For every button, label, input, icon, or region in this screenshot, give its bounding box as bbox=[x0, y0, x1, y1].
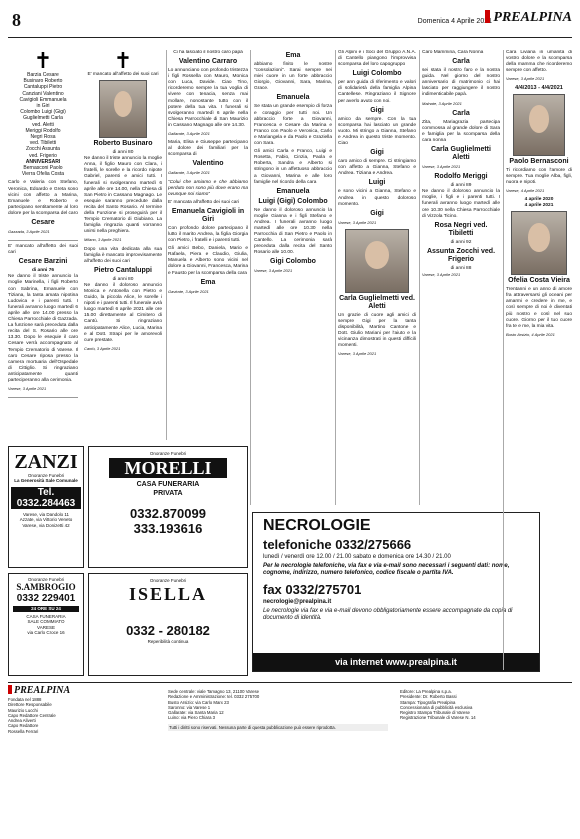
deceased-name: Gigi bbox=[370, 149, 384, 157]
list-line: Editore: La Prealpina s.p.a. bbox=[400, 689, 452, 694]
list-line: Andrea Aliverti bbox=[8, 718, 36, 724]
list-line: SALE COMMIATO bbox=[27, 619, 65, 625]
footer-left bbox=[8, 683, 158, 734]
list-line: Fondata nel 1888 bbox=[8, 697, 42, 702]
ad-phone: 0332 229401 bbox=[16, 593, 76, 605]
sambrogio-ad bbox=[8, 573, 84, 676]
list-line: Rossella Ferrari bbox=[8, 728, 39, 734]
deceased-photo bbox=[511, 211, 567, 275]
notice bbox=[8, 244, 78, 398]
deceased-name: Rosa Negri ved. Tibiletti bbox=[434, 221, 488, 237]
deceased-name: Ema bbox=[285, 52, 301, 59]
cross-icon: ✝ bbox=[113, 50, 133, 73]
list-line: Maurizio Lucchi bbox=[8, 707, 38, 713]
notice-signature: Cantù, 3 Aprile 2021 bbox=[84, 345, 121, 351]
notice-intro: E' mancata all'affetto dei suoi cari bbox=[168, 199, 240, 205]
deceased-photo bbox=[345, 229, 409, 293]
deceased-name: Luigi bbox=[368, 179, 386, 187]
list-line: Sede centrale: viale Tamagno 13, 21100 Varese bbox=[168, 689, 260, 694]
notice-text: Gli amici Bebo, Daniela, Mario e Rafaela, Piera e Claudio, Giulia, Manuela e Alberto sono vicini nel dolore a Giovanni, Francesca, Marina e Fausto per la scomparsa della cara bbox=[168, 246, 248, 276]
ad-phone: 333.193616 bbox=[133, 521, 203, 537]
deceased-name: Cesare bbox=[31, 219, 55, 227]
notice-text: per ann guida di riferimento e valori di solidarietà della famiglia Alpina Cantellese. Ringraziano il Signore per averlo avuto con noi. bbox=[338, 80, 416, 104]
list-line: Saronno: via Varese 1 bbox=[168, 704, 211, 710]
notice-intro: Ci ha lasciato il nostro caro papà bbox=[173, 50, 243, 55]
quote-text: “Colui che amiamo e che abbiamo perduto non sono più dove erano ma ovunque noi siamo” bbox=[168, 179, 248, 197]
deceased-name: Carla Guglielmetti Aletti bbox=[431, 146, 491, 162]
deceased-name: Gigi bbox=[370, 209, 384, 217]
notice bbox=[8, 180, 78, 241]
notice-text: caro amico di sempre. Ci stringiamo con affetto a Gianna, Stefano e Andrea. Tiziana e Andrea. bbox=[338, 159, 416, 177]
deceased-name: Emanuela bbox=[276, 187, 310, 195]
notice-text: Un grazie di cuore agli amici di sempre Gigi per la tanta disponibilità, Martino Cantone e Dott. Giulio Mariani per l'aiuto e la vicinanza dimostrati in questi difficili momenti. bbox=[338, 312, 416, 349]
deceased-age: di anni 92 bbox=[450, 239, 472, 245]
deceased-name: Cesare Barzini bbox=[18, 258, 68, 266]
necro-note: Le necrologie via fax e via e-mail devono obbligatoriamente essere accompagnate da copia di documento di identità. bbox=[263, 607, 513, 622]
notice-signature: Busto Arsizio, 4 Aprile 2021 bbox=[506, 331, 555, 337]
list-line: Presidente: Dr. Roberto Bassi bbox=[400, 694, 457, 700]
notice-text: Ne danno il triste annuncio la moglie Anna, il figlio Mauro con Clara, i fratelli, le sorelle e la ricordo nipote Gabriel, parenti e amici tutti. I funerali si svolgeranno martedì 6 aprile alle ore 14.00, nella Chiesa di San Pietro in Cassano Magnago. Le esequie saranno precedute dalla recita del Santo Rosario. Al termine della Funzione si proseguirà per il Tempio Crematorio di Giubiano. La famiglia ringrazia quanti vorranno unirsi nella preghiera. bbox=[84, 156, 162, 235]
column-3 bbox=[168, 50, 248, 510]
page-number: 8 bbox=[12, 10, 21, 30]
deceased-name: Gigi bbox=[370, 106, 384, 114]
list-line: via Carlo Croce 16 bbox=[27, 630, 65, 636]
notice-text: Gli amici Carla e Franco, Luigi e Rosetta, Fabio, Cinzia, Paola e Roberta, Sandra e Alberto si stringono in un affettuoso abbraccio a Giovanni, Marina e alle loro famiglie nel ricordo della cara bbox=[254, 149, 332, 185]
zanzi-ad bbox=[8, 446, 84, 568]
column-divider bbox=[419, 50, 420, 505]
list-line: Colombo Luigi (Gigi) bbox=[20, 109, 66, 116]
ad-tagline: La Generosità Sale Comunale bbox=[14, 478, 78, 484]
notice-signature: Varese, 3 Aprile 2021 bbox=[8, 386, 47, 392]
ad-tagline: PRIVATA bbox=[153, 490, 183, 498]
anniversary-date: 4 aprile 2020 bbox=[524, 196, 554, 202]
column-4 bbox=[254, 50, 332, 505]
notice-text: Ne danno il triste annuncio la moglie Marinella, i figli Roberto con Sabrina, Emanuele con Tiziana, la tanta amata nipotina Ludovica e i parenti tutti. I funerali avranno luogo martedì 6 aprile alle ore 14.00 presso la Chiesa Parrocchiale di Gazzada. La funzione sarà preceduta dalla recita del S. Rosario alle ore 13.30. Dopo le esequie il caro Cesare verrà accompagnato al Tempio Crematorio di Varese. Il caro Cesare riposa presso la camera mortuaria dell'Ospedale di Cittiglio. Si ringraziano anticipatamente quanti parteciperanno alla cerimonia. bbox=[8, 274, 78, 383]
deceased-name: Gigi Colombo bbox=[270, 258, 316, 266]
notice-text: Maria, Elisa e Giuseppe partecipano al dolore dei familiari per la scomparsa di bbox=[168, 140, 248, 158]
notice-signature: Varese, 3 Aprile 2021 bbox=[338, 351, 377, 357]
notice-intro: E' mancato all'affetto dei suoi cari bbox=[8, 244, 78, 256]
notice-signature: Varese, 4 Aprile 2021 bbox=[506, 187, 545, 193]
column-divider bbox=[503, 50, 504, 670]
column-1 bbox=[8, 50, 78, 440]
column-6 bbox=[422, 50, 500, 505]
notice-signature: Varese, 3 Aprile 2021 bbox=[422, 271, 461, 277]
list-line: Cavigioli Emmanuela bbox=[19, 96, 67, 103]
deceased-name: Luigi (Gigi) Colombo bbox=[258, 197, 328, 205]
list-line: VARESE bbox=[37, 624, 55, 630]
ad-title: ZANZI bbox=[14, 451, 78, 473]
masthead-logo: PREALPINA bbox=[485, 10, 572, 26]
deceased-age: di anni 80 bbox=[112, 276, 134, 282]
deceased-age: di anni 76 bbox=[31, 268, 55, 274]
notice-text: amico da sempre. Con la tua scomparsa hai lasciato un grande vuoto. Mi stringo a Gianna, Stefano e Andrea in questo triste momento. Ciao bbox=[338, 116, 416, 147]
list-line: Canziani Valentino bbox=[22, 90, 64, 97]
ad-subtitle: Onoranze Funebri bbox=[27, 473, 65, 478]
deceased-name: Emanuela bbox=[276, 94, 310, 102]
anniversary-date: 4 aprile 2021 bbox=[524, 203, 554, 209]
necro-phone: telefoniche 0332/275666 bbox=[263, 537, 412, 552]
ad-addresses bbox=[9, 512, 83, 528]
list-line: ved. Aletti bbox=[32, 121, 54, 128]
deceased-age: di anni 88 bbox=[450, 265, 472, 271]
list-line: Registrazione Tribunale di Varese N. 14 bbox=[400, 715, 476, 721]
deceased-name: Pietro Cantaluppi bbox=[94, 266, 152, 274]
list-line: Varese, via Donizetti 42 bbox=[22, 522, 70, 528]
column-2 bbox=[84, 50, 162, 440]
list-line: Stampa: Tipografia Prealpina bbox=[400, 699, 456, 705]
notice-intro: Gli Alpini e i Soci del Gruppo A.N.A. di Cantello piangono l'improvvisa scomparsa del loro capogruppo bbox=[338, 50, 416, 68]
notice-text: sei stata il nostro faro e la nostra guida. Nel giorno del nostro anniversario di matrimonio ci hai lasciato per raggiungere il nostro indimenticabile papà. bbox=[422, 68, 500, 98]
list-line: Businaro Roberto bbox=[23, 78, 63, 85]
deceased-name: Valentino bbox=[192, 160, 224, 168]
deceased-name: Carla Guglielmetti ved. Aletti bbox=[339, 294, 415, 310]
ad-tagline: CASA FUNERARIA bbox=[136, 481, 200, 489]
notice-text: Ne danno il doloroso annuncio Monica e Antonella con Pietro e Guido, la piccola Alice, le sorelle i nipoti e i parenti tutti. Il funerale avrà luogo martedì 6 aprile 2021 alle ore 15.00 direttamente al Cimitero di Cantù. Si ringraziano anticipatamente Alice, Lucia, Marina e al Dott. Strapi per le amorevoli cure prestate. bbox=[84, 282, 162, 343]
notice-signature: Varese, 3 Aprile 2021 bbox=[422, 164, 461, 170]
footer-middle bbox=[168, 689, 388, 731]
morelli-ad bbox=[88, 446, 248, 568]
list-line: Bernasconi Paolo bbox=[23, 165, 63, 172]
column-5 bbox=[338, 50, 416, 505]
list-line: Cantaluppi Pietro bbox=[23, 84, 63, 91]
footer-logo: PREALPINA bbox=[8, 685, 158, 694]
notice-signature: Gazzada, 3 Aprile 2021 bbox=[8, 229, 50, 235]
notice-text: Zita, Mariagrazia partecipa commossa al grande dolore di Sara e famiglia per la scomparsa della cara nonna bbox=[422, 119, 500, 143]
necro-web-link[interactable]: via internet www.prealpina.it bbox=[253, 653, 539, 671]
anniversary-dates: 4/4/2013 - 4/4/2021 bbox=[515, 85, 563, 92]
ad-phone: 0332 - 280182 bbox=[126, 623, 210, 639]
list-line: Redazione e Amministrazione: tel. 0332 275700 bbox=[168, 694, 260, 700]
notice-text: Ne danno il doloroso annuncio la moglie Gianna e i figli Stefano e Andrea. I funerali avranno luogo martedì alle ore 10.30 nella Parrocchia di San Pietro e Paolo in Cantello. La cerimonia sarà preceduta dalla recita del Santo Rosario alle 10.00. bbox=[254, 207, 332, 256]
ad-title: S.AMBROGIO bbox=[16, 582, 76, 593]
list-line: ved. Frigerio bbox=[29, 152, 57, 159]
list-line: in Giri bbox=[36, 103, 50, 110]
deceased-name: Paolo Bernasconi bbox=[509, 157, 569, 165]
page-footer bbox=[8, 682, 572, 832]
cross-icon: ✝ bbox=[33, 50, 53, 73]
ad-addresses bbox=[9, 614, 83, 636]
list-line: Capo Redattore bbox=[8, 723, 39, 729]
column-divider bbox=[335, 50, 336, 505]
list-line: ANNIVERSARI bbox=[25, 158, 61, 165]
notice-text: Cara Liviana in umanità di vostro dolore e la scomparsa della mamma che ricorderemo sempre con affetto. bbox=[506, 50, 572, 74]
necro-fax: fax 0332/275701 bbox=[263, 581, 362, 597]
column-divider bbox=[166, 50, 167, 440]
ad-tagline: Reperibilità continua bbox=[147, 639, 189, 645]
list-line: Direttore Responsabile bbox=[8, 702, 52, 708]
ad-phone: 0332.870099 bbox=[130, 506, 206, 522]
deceased-name: Luigi Colombo bbox=[352, 70, 402, 78]
notice-intro: Dopo una vita dedicata alla sua famiglia è mancato improvvisamente all'affetto dei suoi cari bbox=[84, 246, 162, 264]
notice-text: Ti ricordiamo con l'amore di sempre. Tua moglie Alba, figli, nuora e nipoti. bbox=[506, 167, 572, 185]
deceased-name: Emanuela Cavigioli in Giri bbox=[171, 207, 245, 223]
footer-publisher bbox=[400, 689, 572, 721]
ad-phone: Tel. 0332.284463 bbox=[11, 487, 81, 509]
necro-hours: lunedì / venerdì ore 12.00 / 21.00 sabato e domenica ore 14.30 / 21.00 bbox=[263, 554, 451, 560]
list-line: Azzate, via Vittorio Veneto bbox=[19, 517, 73, 523]
list-line: Guglielmetti Carla bbox=[23, 115, 63, 122]
ad-title: ISELLA bbox=[128, 584, 208, 605]
notice-signature: Malnate, 3 Aprile 2021 bbox=[422, 100, 462, 106]
isella-ad bbox=[88, 573, 248, 676]
notice-intro: Caro Mammina, Cara Nonna bbox=[422, 50, 484, 55]
list-line: Meriggi Rodolfo bbox=[25, 127, 61, 134]
deceased-age: di anni 80 bbox=[112, 150, 134, 156]
notice-intro: E' mancato all'affetto dei suoi cari bbox=[87, 72, 159, 77]
list-line: Varese, via Dandolo 11 bbox=[22, 511, 70, 517]
deceased-name: Ema bbox=[200, 278, 216, 286]
notice-signature: Varese, 3 Aprile 2021 bbox=[506, 76, 545, 82]
names-index bbox=[8, 72, 78, 177]
notice-text: Con profondo dolore partecipano il lutto il marito Andrea, la figlia Giorgia con Pietro, i fratelli e i parenti tutti. bbox=[168, 225, 248, 244]
deceased-name: Valentino Carraro bbox=[178, 58, 238, 66]
ad-title: MORELLI bbox=[109, 458, 227, 478]
notice-signature: Gavirate, 3 Aprile 2021 bbox=[168, 288, 209, 294]
notice-signature: Varese, 3 Aprile 2021 bbox=[338, 219, 377, 225]
notice-text: Carlo e Valeria con Stefano, Veronica, Edoardo e Greta sono vicini con affetto a Marina, Emanuele e Roberto e partecipano sentitamente al loro dolore per la scomparsa del caro bbox=[8, 180, 78, 216]
deceased-photo bbox=[99, 80, 147, 138]
ad-tagline: 24 ORE SU 24 bbox=[13, 606, 79, 611]
list-line: Barzia Cesare bbox=[27, 72, 59, 78]
ad-subtitle: Onoranze Funebri bbox=[27, 577, 65, 582]
list-line: Gallarate: via Santa Maria 12 bbox=[168, 710, 224, 716]
notice-text: e sono vicini a Gianna, Stefano e Andrea in questo doloroso momento. bbox=[338, 189, 416, 207]
necro-info: Per le necrologie telefoniche, via fax e via e-mail sono necessari i seguenti dati: nome, cognome, indirizzo, numero telefonico, codice fiscale o partita IVA. bbox=[263, 563, 510, 577]
necro-title: NECROLOGIE bbox=[263, 517, 371, 534]
notice-text: abbiamo finito le nostre “consolazioni”. Sarai sempre nei miei cuore in un forte abbraccio Giorgio, Giovanni, Sara, Marina, Grace. bbox=[254, 62, 332, 92]
list-line: Registro Stampa Tribunale di Varese bbox=[400, 710, 470, 716]
necro-email[interactable]: necrologie@prealpina.it bbox=[263, 598, 332, 605]
notice-text: Ne danno il doloroso annuncio la moglie, i figli e i parenti tutti. I funerali avranno luogo martedì alle ore 10.30 nella Chiesa Parrocchiale di Vizzola Ticino. bbox=[422, 189, 500, 219]
list-line: Busto Arsizio: via Carlo Marx 23 bbox=[168, 699, 229, 705]
list-line: ved. Tibiletti bbox=[29, 140, 57, 147]
column-divider bbox=[250, 50, 251, 505]
list-line: Capo Redattore Centrale bbox=[8, 712, 56, 718]
notice-signature: Milano, 3 Aprile 2021 bbox=[84, 237, 122, 243]
footer-addresses bbox=[168, 689, 388, 721]
deceased-name: Rodolfo Meriggi bbox=[434, 173, 488, 181]
deceased-name: Carla bbox=[452, 109, 470, 117]
deceased-name: Assunta Zocchi ved. Frigerio bbox=[426, 247, 496, 263]
deceased-photo bbox=[513, 94, 565, 156]
deceased-name: Carla bbox=[452, 58, 470, 66]
notice-signature: Gallarate, 3 Aprile 2021 bbox=[168, 131, 210, 137]
ad-subtitle: Onoranze Funebri bbox=[149, 451, 187, 456]
footer-copyright: Tutti i diritti sono riservati. Nessuna parte di questa pubblicazione può essere riprodotta. bbox=[168, 724, 388, 731]
notice-text: Trentanni e un anno di amore fra attraversarsi gli oceani per amarmi e credere in me, e così sempre di noi è diventati più nostro e così nel suo cuore. Giorno per il tuo cuore fra te e me, la mia vita. bbox=[506, 287, 572, 329]
list-line: Zocchi Assunta bbox=[26, 146, 60, 153]
list-line: Vierra Ofelia Costa bbox=[21, 171, 65, 178]
footer-credits bbox=[8, 697, 158, 734]
list-line: Negri Rosa bbox=[30, 134, 56, 141]
list-line: CASA FUNERARIA bbox=[26, 613, 66, 619]
notice-text: Lo annunciano con profondo tristezza i figli Rossella con Mauro, Monica con Luca, Davide. Ciao Tino, ricorderemo sempre la tua voglia di vivere con tenacia, senza mai mollare, nonostante tutto con il potere della tua vita. I funerali si svolgeranno martedì 6 aprile nella Chiesa Parrocchiale di San Maurizio in Cassano Magnago alle ore 14.30. bbox=[168, 68, 248, 128]
deceased-name: Roberto Businaro bbox=[93, 140, 153, 148]
notice-signature: Gallarate, 3 Aprile 2021 bbox=[168, 170, 210, 176]
list-line: Concessionaria di pubblicità esclusiva bbox=[400, 704, 473, 710]
page-header bbox=[8, 4, 572, 38]
page-date: Domenica 4 Aprile 2021 bbox=[417, 18, 492, 25]
deceased-name: Ofelia Costa Vieira bbox=[508, 277, 570, 285]
list-line: Luino: via Piero Chiara 3 bbox=[168, 715, 216, 721]
notice-text: Se stata un grande esempio di forza e coraggio per tutti noi. Un abbraccio forte a Giovanni, Francesca e Cesare da Marina e Franco con Paolo e Veronica, Carlo e Mariangela e da Paolo e Graziella con Sara. bbox=[254, 104, 332, 147]
ad-subtitle: Onoranze Funebri bbox=[149, 578, 187, 583]
necrologie-box bbox=[252, 512, 540, 672]
notice-signature: Varese, 3 Aprile 2021 bbox=[254, 268, 293, 274]
footer-right bbox=[400, 689, 572, 721]
deceased-age: di anni 89 bbox=[450, 183, 472, 189]
